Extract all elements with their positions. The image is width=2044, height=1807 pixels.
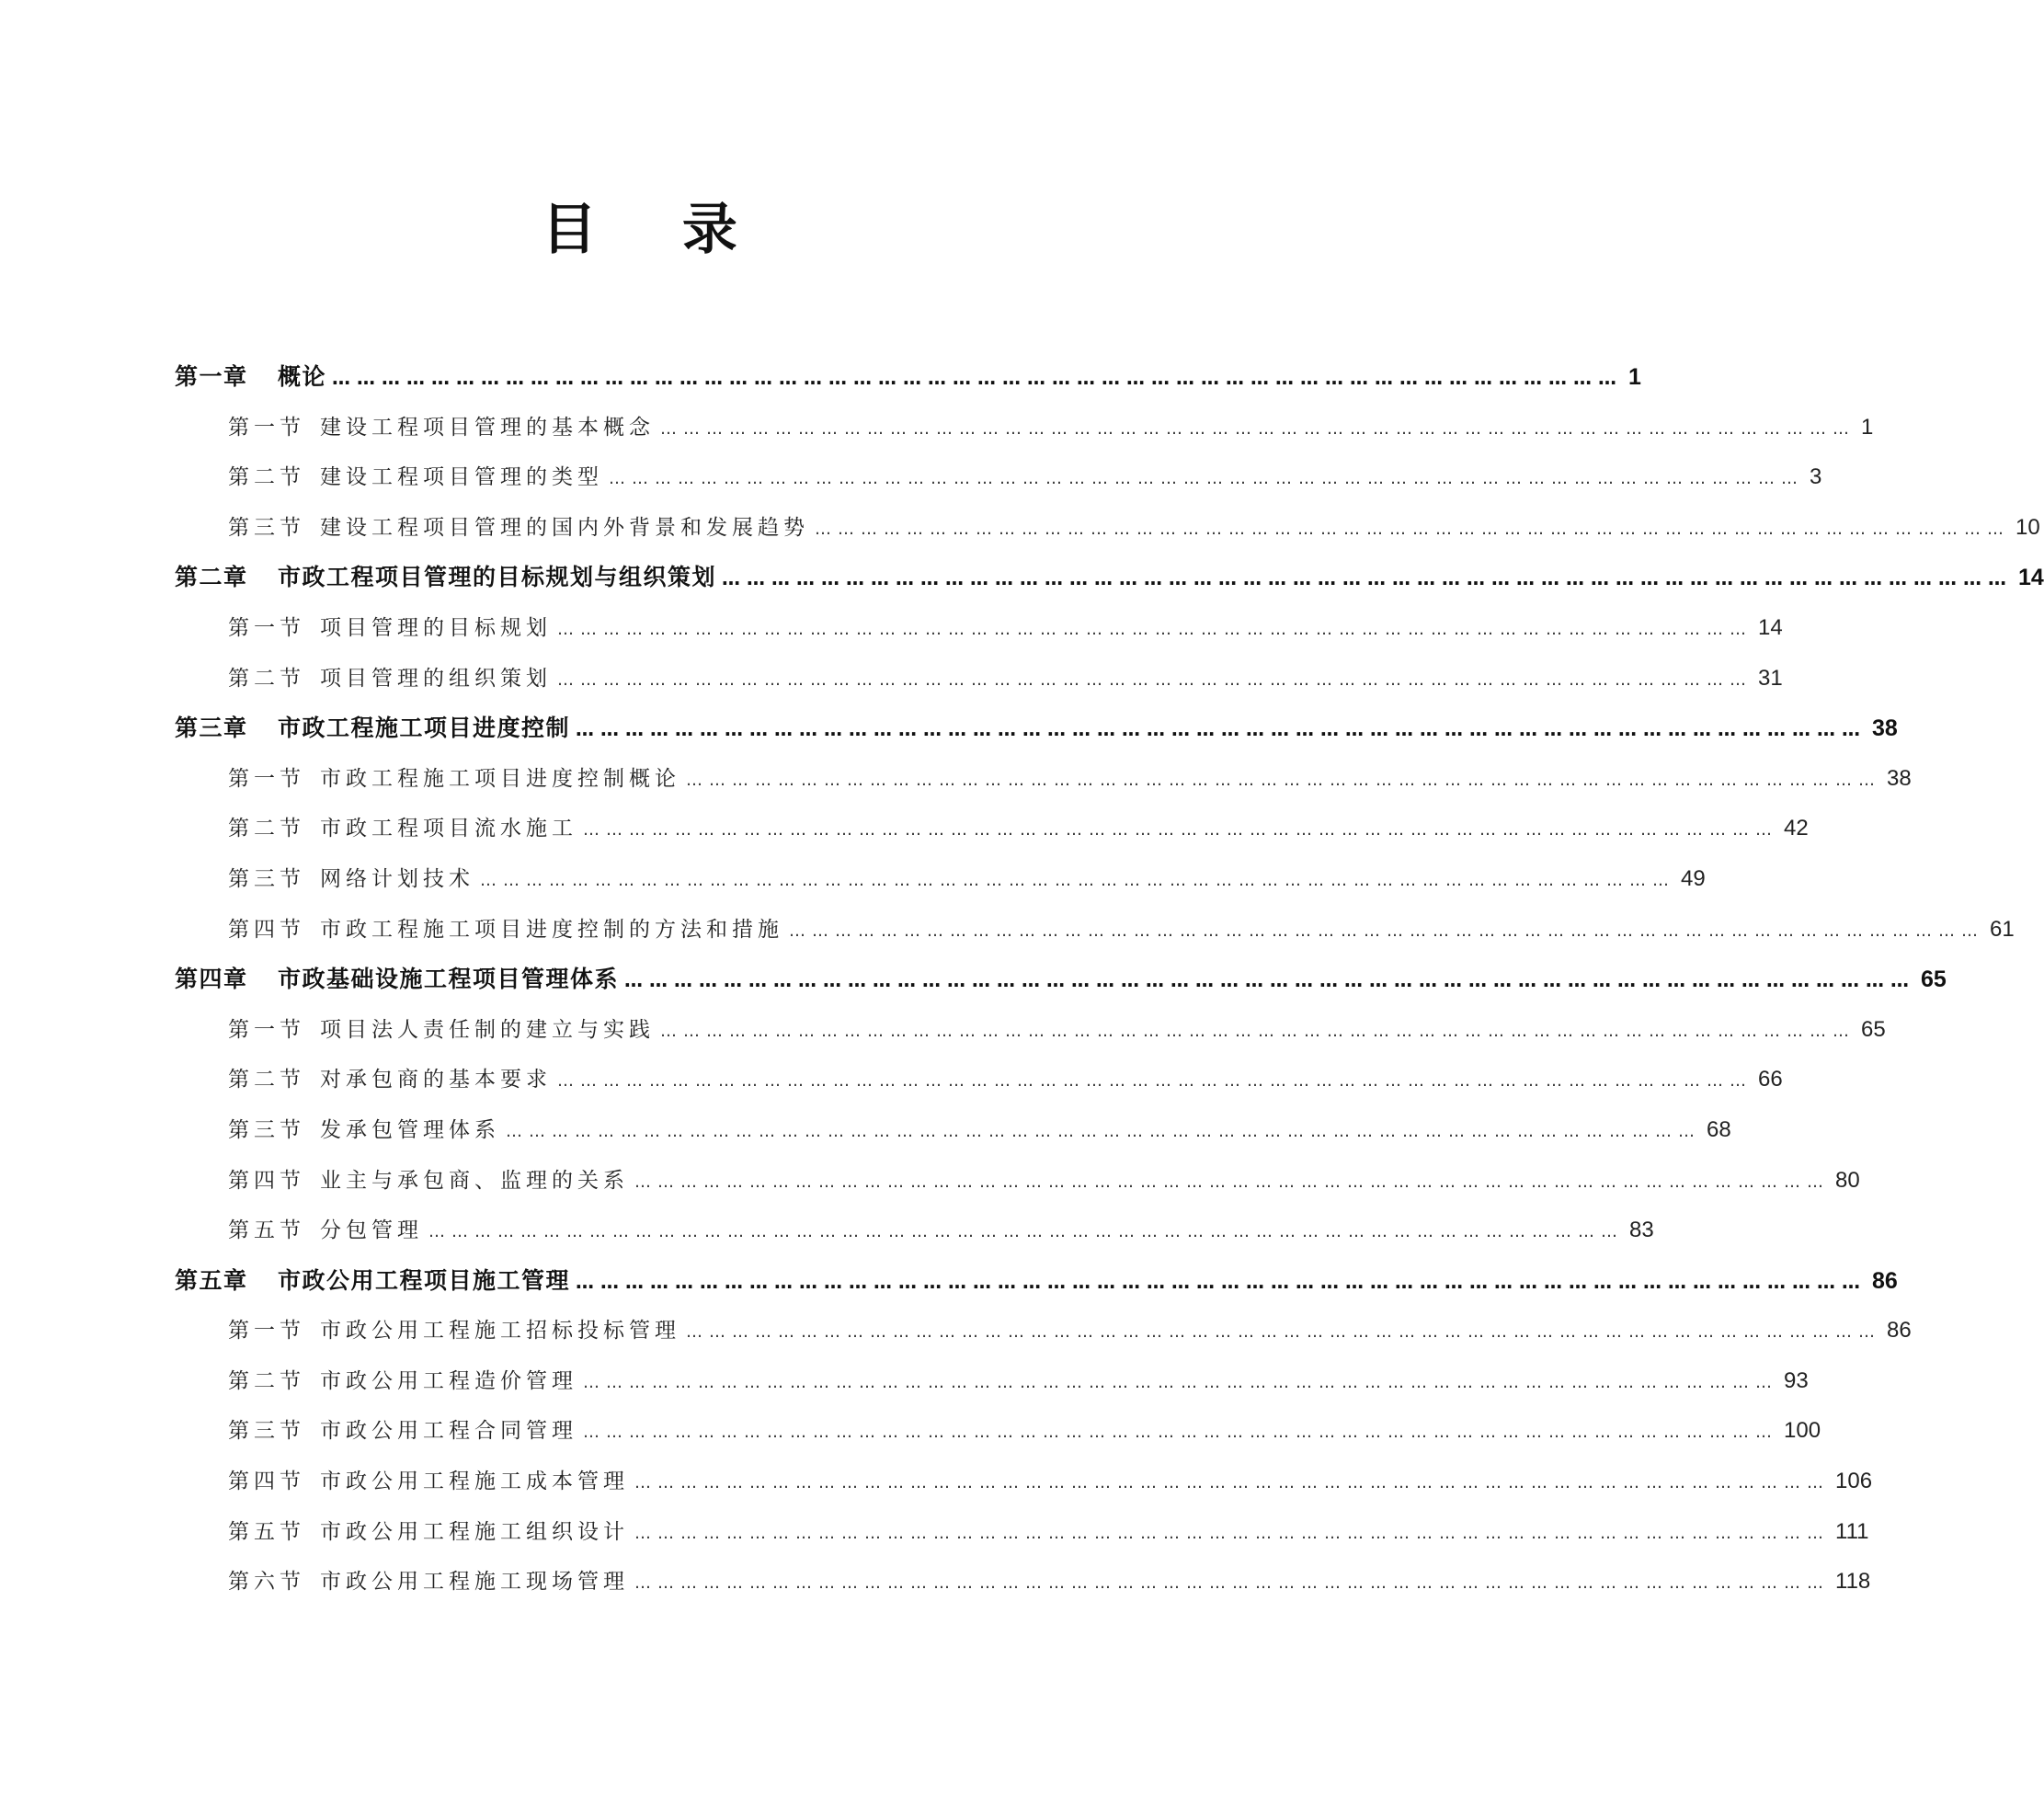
toc-page-number: 86: [1872, 1267, 1898, 1294]
toc-dot-leader: …………………………………………………………………………………………………………………………………………: [576, 1270, 1867, 1293]
toc-dot-leader: …………………………………………………………………………………………………………………………………………: [660, 418, 1856, 439]
toc-dot-leader: …………………………………………………………………………………………………………………………………………: [583, 1372, 1778, 1392]
toc-entry-number: 第三节: [228, 1419, 305, 1444]
toc-entry-number: 第一节: [228, 415, 305, 440]
toc-entry-number: 第六节: [228, 1570, 305, 1595]
toc-section-entry[interactable]: [175, 1306, 1912, 1356]
toc-dot-leader: …………………………………………………………………………………………………………………………………………: [583, 1423, 1778, 1443]
toc-dot-leader: …………………………………………………………………………………………………………………………………………: [789, 921, 1984, 941]
toc-entry-number: 第一节: [228, 1017, 305, 1042]
toc-section-entry[interactable]: [175, 804, 1809, 854]
toc-entry-title: 建设工程项目管理的国内外背景和发展趋势: [320, 515, 809, 540]
toc-page-number: 66: [1758, 1067, 1783, 1092]
toc-dot-leader: …………………………………………………………………………………………………………………………………………: [557, 619, 1753, 639]
toc-dot-leader: …………………………………………………………………………………………………………………………………………: [634, 1523, 1830, 1543]
toc-entry-number: 第三章: [175, 715, 248, 742]
toc-entry-title: 市政工程施工项目进度控制的方法和措施: [320, 917, 783, 942]
toc-page-number: 31: [1758, 665, 1783, 691]
toc-entry-number: 第一节: [228, 1319, 305, 1344]
toc-section-entry[interactable]: [175, 1005, 1886, 1056]
toc-entry-number: 第二节: [228, 817, 305, 841]
toc-chapter-entry[interactable]: [175, 352, 1641, 403]
toc-page-number: 14: [2018, 565, 2044, 591]
toc-section-entry[interactable]: [175, 1055, 1783, 1105]
toc-page-number: 86: [1887, 1318, 1912, 1344]
toc-chapter-entry[interactable]: [175, 703, 1898, 754]
toc-page-number: 3: [1810, 464, 1822, 490]
toc-page-number: 14: [1758, 614, 1783, 640]
toc-entry-number: 第一节: [228, 615, 305, 640]
toc-entry-number: 第四章: [175, 966, 248, 993]
toc-dot-leader: …………………………………………………………………………………………………………………………………………: [660, 1021, 1856, 1041]
toc-entry-title: 市政工程项目流水施工: [320, 817, 577, 841]
toc-chapter-entry[interactable]: [175, 553, 2044, 603]
page-title: 目 录: [542, 198, 771, 262]
toc-section-entry[interactable]: [175, 654, 1783, 704]
toc-entry-title: 市政公用工程施工现场管理: [320, 1570, 629, 1595]
toc-entry-title: 概论: [278, 363, 327, 390]
toc-page-number: 42: [1784, 816, 1809, 841]
toc-entry-number: 第四节: [228, 917, 305, 942]
toc-entry-title: 市政公用工程合同管理: [320, 1419, 577, 1444]
toc-dot-leader: …………………………………………………………………………………………………………………………………………: [624, 969, 1916, 992]
toc-dot-leader: …………………………………………………………………………………………………………………………………………: [576, 718, 1867, 741]
toc-section-entry[interactable]: [175, 854, 1706, 905]
toc-page-number: 65: [1921, 966, 1947, 993]
toc-entry-number: 第二节: [228, 1068, 305, 1092]
toc-chapter-entry[interactable]: [175, 1256, 1898, 1307]
toc-section-entry[interactable]: [175, 603, 1783, 654]
toc-entry-number: 第五节: [228, 1519, 305, 1544]
toc-entry-title: 项目法人责任制的建立与实践: [320, 1017, 655, 1042]
toc-entry-title: 市政工程施工项目进度控制: [278, 715, 571, 742]
toc-entry-title: 市政公用工程项目施工管理: [278, 1266, 571, 1294]
toc-page-number: 65: [1861, 1016, 1886, 1042]
toc-section-entry[interactable]: [175, 905, 2015, 955]
toc-dot-leader: …………………………………………………………………………………………………………………………………………: [506, 1121, 1701, 1141]
toc-dot-leader: …………………………………………………………………………………………………………………………………………: [428, 1222, 1624, 1242]
toc-section-entry[interactable]: [175, 1156, 1860, 1207]
toc-chapter-entry[interactable]: [175, 955, 1947, 1005]
toc-entry-title: 建设工程项目管理的基本概念: [320, 415, 655, 440]
toc-section-entry[interactable]: [175, 754, 1912, 805]
toc-page-number: 38: [1887, 765, 1912, 791]
toc-dot-leader: …………………………………………………………………………………………………………………………………………: [815, 519, 2010, 539]
toc-section-entry[interactable]: [175, 1457, 1873, 1507]
toc-dot-leader: …………………………………………………………………………………………………………………………………………: [557, 1071, 1753, 1092]
toc-dot-leader: …………………………………………………………………………………………………………………………………………: [583, 820, 1778, 841]
toc-page-number: 1: [1861, 414, 1874, 440]
toc-dot-leader: …………………………………………………………………………………………………………………………………………: [686, 770, 1881, 790]
toc-page-number: 10: [2015, 514, 2040, 540]
toc-dot-leader: …………………………………………………………………………………………………………………………………………: [609, 469, 1804, 489]
toc-entry-title: 市政工程施工项目进度控制概论: [320, 766, 680, 791]
toc-entry-number: 第五章: [175, 1266, 248, 1294]
toc-entry-number: 第二节: [228, 465, 305, 490]
toc-section-entry[interactable]: [175, 503, 2040, 554]
toc-dot-leader: …………………………………………………………………………………………………………………………………………: [634, 1473, 1830, 1493]
toc-page-number: 83: [1629, 1218, 1654, 1243]
toc-entry-number: 第二节: [228, 1368, 305, 1393]
toc-entry-number: 第二章: [175, 564, 248, 591]
toc-section-entry[interactable]: [175, 403, 1874, 453]
toc-page-number: 100: [1784, 1418, 1821, 1444]
toc-entry-title: 市政公用工程造价管理: [320, 1368, 577, 1393]
toc-entry-title: 建设工程项目管理的类型: [320, 465, 603, 490]
toc-page-number: 80: [1835, 1167, 1860, 1193]
toc-entry-title: 项目管理的组织策划: [320, 666, 552, 691]
toc-dot-leader: …………………………………………………………………………………………………………………………………………: [480, 870, 1675, 890]
toc-entry-number: 第五节: [228, 1218, 305, 1243]
toc-page-number: 49: [1681, 865, 1706, 891]
toc-dot-leader: …………………………………………………………………………………………………………………………………………: [634, 1172, 1830, 1192]
toc-entry-title: 项目管理的目标规划: [320, 615, 552, 640]
toc-section-entry[interactable]: [175, 1206, 1654, 1256]
toc-page-number: 111: [1835, 1518, 1869, 1544]
toc-entry-title: 发承包管理体系: [320, 1117, 500, 1142]
toc-section-entry[interactable]: [175, 1406, 1821, 1457]
toc-entry-title: 分包管理: [320, 1218, 423, 1243]
toc-entry-title: 市政基础设施工程项目管理体系: [278, 966, 620, 993]
toc-section-entry[interactable]: [175, 1356, 1809, 1407]
toc-entry-number: 第三节: [228, 1117, 305, 1142]
toc-entry-number: 第一章: [175, 363, 248, 390]
toc-entry-title: 市政工程项目管理的目标规划与组织策划: [278, 564, 717, 591]
toc-page-number: 61: [1990, 916, 2015, 942]
toc-entry-number: 第三节: [228, 515, 305, 540]
toc-entry-number: 第四节: [228, 1470, 305, 1494]
toc-section-entry[interactable]: [175, 452, 1822, 503]
toc-entry-title: 业主与承包商、监理的关系: [320, 1168, 629, 1193]
toc-entry-number: 第二节: [228, 666, 305, 691]
toc-entry-number: 第一节: [228, 766, 305, 791]
toc-entry-title: 网络计划技术: [320, 866, 474, 891]
table-of-contents: [175, 352, 2044, 1607]
toc-section-entry[interactable]: [175, 1507, 1869, 1558]
toc-entry-title: 市政公用工程施工成本管理: [320, 1470, 629, 1494]
toc-section-entry[interactable]: [175, 1557, 1871, 1607]
toc-page-number: 1: [1628, 364, 1641, 390]
toc-page-number: 38: [1872, 715, 1898, 742]
toc-page-number: 118: [1835, 1569, 1871, 1595]
toc-entry-title: 市政公用工程施工组织设计: [320, 1519, 629, 1544]
toc-entry-title: 对承包商的基本要求: [320, 1068, 552, 1092]
toc-entry-number: 第三节: [228, 866, 305, 891]
toc-dot-leader: …………………………………………………………………………………………………………………………………………: [634, 1573, 1830, 1594]
toc-entry-title: 市政公用工程施工招标投标管理: [320, 1319, 680, 1344]
toc-entry-number: 第四节: [228, 1168, 305, 1193]
toc-page-number: 93: [1784, 1367, 1809, 1393]
toc-dot-leader: …………………………………………………………………………………………………………………………………………: [332, 367, 1624, 389]
toc-dot-leader: …………………………………………………………………………………………………………………………………………: [557, 669, 1753, 690]
toc-dot-leader: …………………………………………………………………………………………………………………………………………: [686, 1322, 1881, 1343]
toc-page-number: 106: [1835, 1469, 1873, 1494]
toc-section-entry[interactable]: [175, 1105, 1731, 1156]
toc-page-number: 68: [1707, 1116, 1731, 1142]
toc-dot-leader: …………………………………………………………………………………………………………………………………………: [722, 567, 2014, 590]
